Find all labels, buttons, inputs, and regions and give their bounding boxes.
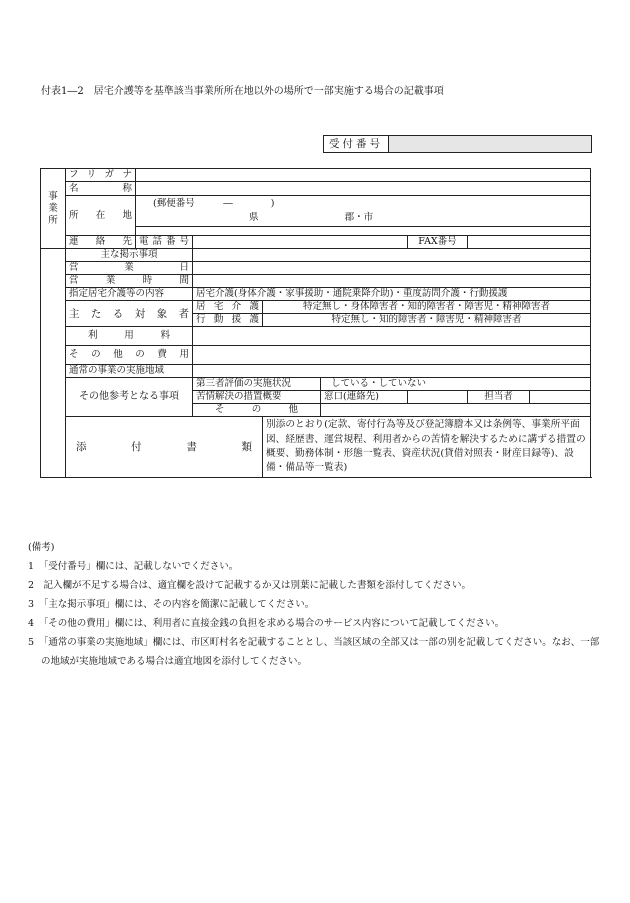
other-label: その他 xyxy=(193,404,321,417)
contact-label: 連絡先 xyxy=(66,236,136,249)
business-days-label: 営業日 xyxy=(66,262,193,275)
office-name-field[interactable] xyxy=(136,182,591,196)
furigana-field[interactable] xyxy=(136,169,591,182)
fee-field[interactable] xyxy=(193,327,591,346)
service-area-field[interactable] xyxy=(193,365,591,378)
target-row-label: 行動援護 xyxy=(193,314,263,327)
third-party-eval-value: している・していない xyxy=(321,378,591,391)
attachments-label: 添付書類 xyxy=(66,417,263,478)
service-area-label: 通常の事業の実施地域 xyxy=(66,365,193,378)
other-costs-field[interactable] xyxy=(193,346,591,365)
fax-field[interactable] xyxy=(468,236,591,249)
phone-label: 電話番号 xyxy=(136,236,193,249)
postal-code-text: (郵便番号 ― ) xyxy=(153,198,275,209)
fee-label: 利用料 xyxy=(66,327,193,346)
reception-number-box xyxy=(323,135,592,153)
reception-number-label: 受付番号 xyxy=(324,136,389,152)
complaint-measures-label: 苦情解決の措置概要 xyxy=(193,391,321,404)
main-notices-header: 主な掲示事項 xyxy=(66,249,193,262)
business-hours-label: 営業時間 xyxy=(66,275,193,288)
remark-item: 4 「その他の費用」欄には、利用者に直接金銭の負担を求める場合のサービス内容について記載してください。 xyxy=(28,618,505,629)
target-row-value: 特定無し・身体障害者・知的障害者・障害児・精神障害者 xyxy=(263,301,591,314)
address-label: 所在地 xyxy=(66,196,136,236)
business-hours-field[interactable] xyxy=(193,275,591,288)
prefecture-city-line xyxy=(139,211,587,225)
other-field[interactable] xyxy=(321,404,591,417)
business-days-field[interactable] xyxy=(193,262,591,275)
target-users-label: 主たる対象者 xyxy=(66,301,193,327)
city-suffix: 郡・市 xyxy=(344,212,374,223)
target-row-value: 特定無し・知的障害者・障害児・精神障害者 xyxy=(263,314,591,327)
reception-number-field[interactable] xyxy=(389,136,591,152)
person-in-charge-field[interactable] xyxy=(530,391,591,404)
remark-item: 2 記入欄が不足する場合は、適宜欄を設けて記載するか又は別葉に記載した書類を添付してください。 xyxy=(28,580,472,591)
complaint-window-field[interactable] xyxy=(408,391,468,404)
complaint-window-label: 窓口(連絡先) xyxy=(321,391,408,404)
remarks-section xyxy=(28,538,608,671)
document-title: 付表1―2 居宅介護等を基準該当事業所所在地以外の場所で一部実施する場合の記載事項 xyxy=(41,86,444,97)
furigana-label: フリガナ xyxy=(66,169,136,182)
remark-item: 5 「通常の事業の実施地域」欄には、市区町村名を記載することとし、当該区域の全部又は一部の別を記載してください。なお、一部の地域が実施地域である場合は適宜地図を添付してください。 xyxy=(28,637,600,667)
remark-item: 3 「主な掲示事項」欄には、その内容を簡潔に記載してください。 xyxy=(28,599,315,610)
application-form-table xyxy=(40,168,591,478)
phone-field[interactable] xyxy=(193,236,408,249)
third-party-eval-label: 第三者評価の実施状況 xyxy=(193,378,321,391)
target-row-label: 居宅介護 xyxy=(193,301,263,314)
other-costs-label: その他の費用 xyxy=(66,346,193,365)
notice-section-side xyxy=(41,249,66,478)
person-in-charge-label: 担当者 xyxy=(468,391,530,404)
office-name-label: 名 称 xyxy=(66,182,136,196)
attachments-text: 別添のとおり(定款、寄付行為等及び登記簿謄本又は条例等、事業所平面図、経歴書、運営規程、利用者からの苦情を解決するために講ずる措置の概要、勤務体制・形態一覧表、資産状況(貸借対照表・財産目録等)、設備・備品等一覧表) xyxy=(263,417,591,478)
service-content-label: 指定居宅介護等の内容 xyxy=(66,288,193,301)
office-section-label: 事業所 xyxy=(41,169,66,249)
service-content-value: 居宅介護(身体介護・家事援助・通院乗降介助)・重度訪問介護・行動援護 xyxy=(193,288,591,301)
address-field[interactable] xyxy=(136,196,591,227)
remarks-heading: (備考) xyxy=(28,542,55,553)
fax-label: FAX番号 xyxy=(408,236,468,249)
other-reference-label: その他参考となる事項 xyxy=(66,378,193,417)
prefecture-suffix: 県 xyxy=(249,212,259,223)
remark-item: 1 「受付番号」欄には、記載しないでください。 xyxy=(28,561,239,572)
address-detail-field[interactable] xyxy=(136,227,591,236)
